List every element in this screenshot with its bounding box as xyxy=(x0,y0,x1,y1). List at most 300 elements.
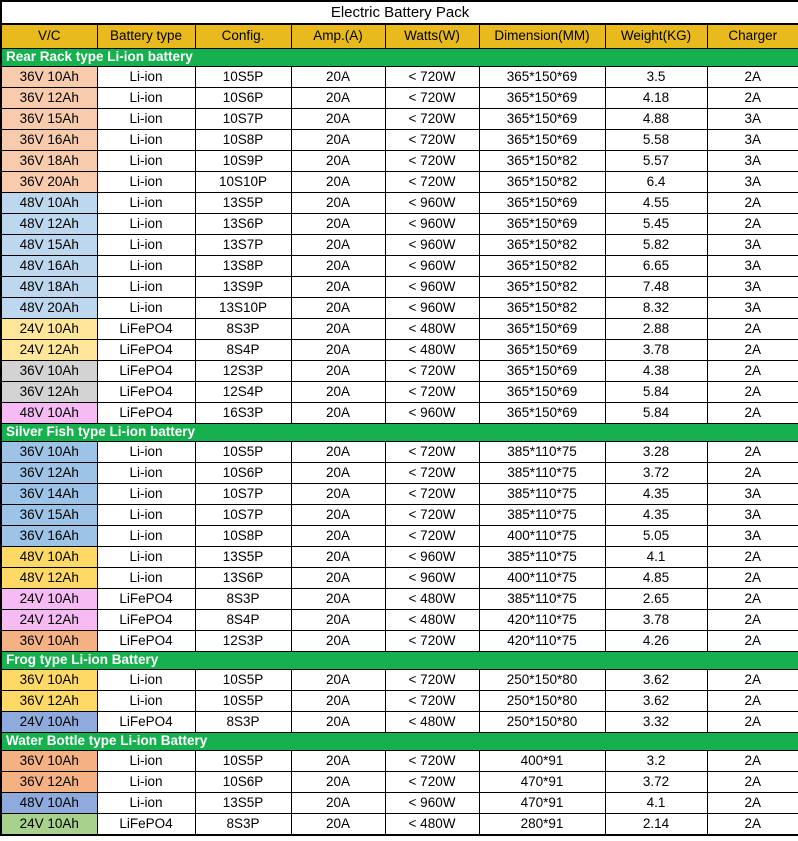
column-header-amp: Amp.(A) xyxy=(291,24,385,49)
cell-dimension: 385*110*75 xyxy=(479,589,605,610)
cell-weight: 3.28 xyxy=(605,442,707,463)
section-label: Rear Rack type Li-ion battery xyxy=(1,49,798,67)
cell-config: 10S8P xyxy=(195,526,291,547)
section-label: Water Bottle type Li-ion Battery xyxy=(1,733,798,751)
cell-battery-type: LiFePO4 xyxy=(97,382,195,403)
cell-battery-type: Li-ion xyxy=(97,109,195,130)
cell-weight: 3.72 xyxy=(605,772,707,793)
cell-dimension: 365*150*69 xyxy=(479,109,605,130)
cell-amp: 20A xyxy=(291,361,385,382)
cell-vc: 36V 10Ah xyxy=(1,442,97,463)
cell-amp: 20A xyxy=(291,109,385,130)
cell-config: 13S5P xyxy=(195,793,291,814)
cell-vc: 48V 10Ah xyxy=(1,403,97,424)
cell-vc: 36V 10Ah xyxy=(1,361,97,382)
cell-vc: 24V 10Ah xyxy=(1,319,97,340)
table-row xyxy=(1,214,798,235)
cell-dimension: 385*110*75 xyxy=(479,505,605,526)
cell-dimension: 250*150*80 xyxy=(479,691,605,712)
cell-charger: 2A xyxy=(707,193,798,214)
cell-weight: 4.85 xyxy=(605,568,707,589)
table-row xyxy=(1,130,798,151)
cell-config: 13S10P xyxy=(195,298,291,319)
cell-weight: 3.2 xyxy=(605,751,707,772)
cell-watts: < 720W xyxy=(385,442,479,463)
table-row xyxy=(1,712,798,733)
table-row xyxy=(1,670,798,691)
cell-amp: 20A xyxy=(291,712,385,733)
cell-battery-type: Li-ion xyxy=(97,88,195,109)
cell-vc: 48V 16Ah xyxy=(1,256,97,277)
cell-weight: 4.1 xyxy=(605,547,707,568)
table-row xyxy=(1,631,798,652)
cell-charger: 2A xyxy=(707,463,798,484)
cell-config: 10S5P xyxy=(195,670,291,691)
cell-battery-type: Li-ion xyxy=(97,751,195,772)
cell-charger: 2A xyxy=(707,751,798,772)
cell-weight: 3.78 xyxy=(605,340,707,361)
cell-dimension: 365*150*82 xyxy=(479,277,605,298)
table-row xyxy=(1,151,798,172)
cell-dimension: 365*150*69 xyxy=(479,319,605,340)
cell-battery-type: Li-ion xyxy=(97,505,195,526)
cell-weight: 6.4 xyxy=(605,172,707,193)
cell-charger: 3A xyxy=(707,277,798,298)
table-row xyxy=(1,484,798,505)
table-row xyxy=(1,772,798,793)
cell-watts: < 960W xyxy=(385,193,479,214)
table-row xyxy=(1,403,798,424)
cell-charger: 2A xyxy=(707,88,798,109)
cell-charger: 2A xyxy=(707,631,798,652)
cell-watts: < 960W xyxy=(385,298,479,319)
table-row xyxy=(1,505,798,526)
cell-weight: 4.55 xyxy=(605,193,707,214)
cell-amp: 20A xyxy=(291,484,385,505)
cell-charger: 2A xyxy=(707,610,798,631)
cell-dimension: 420*110*75 xyxy=(479,610,605,631)
cell-watts: < 480W xyxy=(385,340,479,361)
cell-charger: 3A xyxy=(707,526,798,547)
cell-weight: 2.14 xyxy=(605,814,707,836)
table-row xyxy=(1,547,798,568)
cell-config: 13S5P xyxy=(195,547,291,568)
cell-battery-type: Li-ion xyxy=(97,214,195,235)
table-row xyxy=(1,568,798,589)
column-header-charger: Charger xyxy=(707,24,798,49)
cell-vc: 36V 10Ah xyxy=(1,670,97,691)
cell-vc: 36V 12Ah xyxy=(1,772,97,793)
cell-charger: 3A xyxy=(707,130,798,151)
cell-amp: 20A xyxy=(291,793,385,814)
cell-dimension: 365*150*69 xyxy=(479,130,605,151)
cell-amp: 20A xyxy=(291,547,385,568)
cell-weight: 5.84 xyxy=(605,382,707,403)
cell-charger: 2A xyxy=(707,589,798,610)
cell-watts: < 960W xyxy=(385,547,479,568)
cell-amp: 20A xyxy=(291,751,385,772)
cell-amp: 20A xyxy=(291,568,385,589)
table-row xyxy=(1,277,798,298)
cell-dimension: 365*150*82 xyxy=(479,235,605,256)
cell-battery-type: Li-ion xyxy=(97,484,195,505)
table-row xyxy=(1,256,798,277)
cell-battery-type: Li-ion xyxy=(97,130,195,151)
cell-weight: 4.38 xyxy=(605,361,707,382)
cell-dimension: 250*150*80 xyxy=(479,670,605,691)
cell-dimension: 385*110*75 xyxy=(479,547,605,568)
page-title: Electric Battery Pack xyxy=(1,1,798,24)
cell-battery-type: LiFePO4 xyxy=(97,403,195,424)
cell-config: 10S5P xyxy=(195,751,291,772)
cell-amp: 20A xyxy=(291,130,385,151)
cell-weight: 5.82 xyxy=(605,235,707,256)
cell-vc: 36V 16Ah xyxy=(1,130,97,151)
cell-vc: 36V 12Ah xyxy=(1,691,97,712)
cell-vc: 48V 10Ah xyxy=(1,193,97,214)
cell-vc: 36V 15Ah xyxy=(1,109,97,130)
cell-charger: 3A xyxy=(707,256,798,277)
cell-charger: 2A xyxy=(707,214,798,235)
cell-watts: < 720W xyxy=(385,151,479,172)
cell-charger: 3A xyxy=(707,505,798,526)
cell-dimension: 400*91 xyxy=(479,751,605,772)
cell-amp: 20A xyxy=(291,403,385,424)
cell-charger: 3A xyxy=(707,151,798,172)
cell-charger: 3A xyxy=(707,109,798,130)
cell-charger: 2A xyxy=(707,403,798,424)
cell-vc: 36V 15Ah xyxy=(1,505,97,526)
cell-weight: 6.65 xyxy=(605,256,707,277)
cell-vc: 24V 10Ah xyxy=(1,589,97,610)
cell-charger: 2A xyxy=(707,319,798,340)
cell-dimension: 400*110*75 xyxy=(479,526,605,547)
cell-config: 8S4P xyxy=(195,610,291,631)
cell-weight: 3.72 xyxy=(605,463,707,484)
cell-amp: 20A xyxy=(291,691,385,712)
cell-vc: 36V 12Ah xyxy=(1,463,97,484)
cell-battery-type: Li-ion xyxy=(97,235,195,256)
cell-config: 13S8P xyxy=(195,256,291,277)
cell-battery-type: Li-ion xyxy=(97,670,195,691)
cell-vc: 24V 10Ah xyxy=(1,712,97,733)
cell-amp: 20A xyxy=(291,505,385,526)
table-row xyxy=(1,67,798,88)
cell-charger: 2A xyxy=(707,547,798,568)
cell-config: 10S5P xyxy=(195,442,291,463)
cell-battery-type: LiFePO4 xyxy=(97,361,195,382)
cell-charger: 2A xyxy=(707,442,798,463)
cell-battery-type: Li-ion xyxy=(97,442,195,463)
cell-weight: 2.88 xyxy=(605,319,707,340)
cell-battery-type: LiFePO4 xyxy=(97,631,195,652)
cell-charger: 2A xyxy=(707,670,798,691)
cell-battery-type: LiFePO4 xyxy=(97,589,195,610)
cell-config: 16S3P xyxy=(195,403,291,424)
cell-dimension: 365*150*69 xyxy=(479,67,605,88)
title-row xyxy=(1,1,798,24)
cell-dimension: 470*91 xyxy=(479,793,605,814)
cell-watts: < 720W xyxy=(385,109,479,130)
cell-weight: 3.32 xyxy=(605,712,707,733)
cell-amp: 20A xyxy=(291,442,385,463)
table-row xyxy=(1,109,798,130)
cell-battery-type: Li-ion xyxy=(97,277,195,298)
table-row xyxy=(1,751,798,772)
cell-vc: 36V 12Ah xyxy=(1,88,97,109)
table-row xyxy=(1,361,798,382)
cell-vc: 36V 12Ah xyxy=(1,382,97,403)
cell-weight: 8.32 xyxy=(605,298,707,319)
cell-config: 12S3P xyxy=(195,361,291,382)
cell-vc: 48V 15Ah xyxy=(1,235,97,256)
cell-charger: 2A xyxy=(707,772,798,793)
cell-watts: < 960W xyxy=(385,568,479,589)
cell-charger: 2A xyxy=(707,67,798,88)
cell-dimension: 365*150*69 xyxy=(479,403,605,424)
cell-charger: 3A xyxy=(707,172,798,193)
cell-battery-type: Li-ion xyxy=(97,526,195,547)
cell-watts: < 720W xyxy=(385,463,479,484)
cell-watts: < 960W xyxy=(385,277,479,298)
cell-watts: < 960W xyxy=(385,214,479,235)
cell-watts: < 480W xyxy=(385,814,479,836)
cell-dimension: 365*150*82 xyxy=(479,172,605,193)
cell-amp: 20A xyxy=(291,463,385,484)
cell-watts: < 720W xyxy=(385,172,479,193)
cell-dimension: 365*150*69 xyxy=(479,340,605,361)
table-row xyxy=(1,691,798,712)
table-row xyxy=(1,814,798,836)
cell-watts: < 720W xyxy=(385,526,479,547)
cell-vc: 24V 12Ah xyxy=(1,340,97,361)
cell-amp: 20A xyxy=(291,610,385,631)
cell-watts: < 720W xyxy=(385,382,479,403)
cell-watts: < 480W xyxy=(385,610,479,631)
cell-battery-type: Li-ion xyxy=(97,193,195,214)
table-body xyxy=(1,49,798,836)
cell-config: 13S9P xyxy=(195,277,291,298)
cell-config: 10S5P xyxy=(195,691,291,712)
cell-weight: 2.65 xyxy=(605,589,707,610)
cell-watts: < 720W xyxy=(385,691,479,712)
cell-weight: 5.05 xyxy=(605,526,707,547)
cell-vc: 48V 18Ah xyxy=(1,277,97,298)
cell-weight: 5.45 xyxy=(605,214,707,235)
cell-vc: 48V 10Ah xyxy=(1,793,97,814)
cell-watts: < 720W xyxy=(385,772,479,793)
cell-config: 13S5P xyxy=(195,193,291,214)
cell-config: 10S7P xyxy=(195,505,291,526)
cell-battery-type: LiFePO4 xyxy=(97,610,195,631)
cell-config: 10S7P xyxy=(195,484,291,505)
cell-charger: 2A xyxy=(707,340,798,361)
cell-charger: 2A xyxy=(707,691,798,712)
table-row xyxy=(1,172,798,193)
cell-watts: < 720W xyxy=(385,631,479,652)
cell-vc: 24V 10Ah xyxy=(1,814,97,836)
cell-battery-type: Li-ion xyxy=(97,793,195,814)
table-row xyxy=(1,589,798,610)
cell-weight: 5.58 xyxy=(605,130,707,151)
cell-watts: < 720W xyxy=(385,670,479,691)
column-header-row xyxy=(1,24,798,49)
cell-dimension: 365*150*69 xyxy=(479,88,605,109)
cell-config: 10S5P xyxy=(195,67,291,88)
cell-amp: 20A xyxy=(291,340,385,361)
cell-dimension: 365*150*69 xyxy=(479,214,605,235)
cell-weight: 4.35 xyxy=(605,505,707,526)
section-header-row xyxy=(1,424,798,442)
cell-watts: < 720W xyxy=(385,130,479,151)
table-row xyxy=(1,235,798,256)
cell-amp: 20A xyxy=(291,772,385,793)
cell-weight: 4.35 xyxy=(605,484,707,505)
cell-config: 12S3P xyxy=(195,631,291,652)
cell-charger: 3A xyxy=(707,235,798,256)
cell-watts: < 480W xyxy=(385,319,479,340)
cell-watts: < 720W xyxy=(385,505,479,526)
cell-watts: < 720W xyxy=(385,361,479,382)
cell-dimension: 280*91 xyxy=(479,814,605,836)
table-row xyxy=(1,793,798,814)
cell-config: 10S8P xyxy=(195,130,291,151)
cell-config: 10S10P xyxy=(195,172,291,193)
cell-amp: 20A xyxy=(291,277,385,298)
cell-dimension: 365*150*82 xyxy=(479,256,605,277)
cell-vc: 36V 20Ah xyxy=(1,172,97,193)
cell-battery-type: LiFePO4 xyxy=(97,814,195,836)
cell-vc: 36V 14Ah xyxy=(1,484,97,505)
cell-weight: 5.84 xyxy=(605,403,707,424)
cell-watts: < 960W xyxy=(385,235,479,256)
table-row xyxy=(1,340,798,361)
column-header-config: Config. xyxy=(195,24,291,49)
cell-battery-type: Li-ion xyxy=(97,172,195,193)
cell-dimension: 400*110*75 xyxy=(479,568,605,589)
cell-vc: 48V 12Ah xyxy=(1,214,97,235)
cell-dimension: 365*150*82 xyxy=(479,151,605,172)
table-row xyxy=(1,382,798,403)
cell-amp: 20A xyxy=(291,670,385,691)
cell-dimension: 365*150*69 xyxy=(479,361,605,382)
cell-weight: 4.1 xyxy=(605,793,707,814)
cell-dimension: 385*110*75 xyxy=(479,484,605,505)
cell-vc: 36V 16Ah xyxy=(1,526,97,547)
cell-watts: < 720W xyxy=(385,67,479,88)
cell-config: 8S3P xyxy=(195,589,291,610)
cell-weight: 4.18 xyxy=(605,88,707,109)
column-header-battery-type: Battery type xyxy=(97,24,195,49)
cell-config: 13S6P xyxy=(195,568,291,589)
table-row xyxy=(1,526,798,547)
cell-battery-type: Li-ion xyxy=(97,463,195,484)
cell-battery-type: Li-ion xyxy=(97,256,195,277)
cell-watts: < 720W xyxy=(385,484,479,505)
cell-vc: 36V 10Ah xyxy=(1,631,97,652)
cell-charger: 3A xyxy=(707,298,798,319)
section-header-row xyxy=(1,652,798,670)
table-row xyxy=(1,610,798,631)
cell-vc: 48V 20Ah xyxy=(1,298,97,319)
section-header-row xyxy=(1,733,798,751)
cell-dimension: 420*110*75 xyxy=(479,631,605,652)
cell-watts: < 960W xyxy=(385,793,479,814)
cell-battery-type: Li-ion xyxy=(97,691,195,712)
cell-charger: 2A xyxy=(707,361,798,382)
cell-amp: 20A xyxy=(291,172,385,193)
cell-watts: < 960W xyxy=(385,256,479,277)
cell-dimension: 250*150*80 xyxy=(479,712,605,733)
cell-dimension: 385*110*75 xyxy=(479,442,605,463)
cell-battery-type: Li-ion xyxy=(97,67,195,88)
cell-dimension: 385*110*75 xyxy=(479,463,605,484)
cell-charger: 2A xyxy=(707,793,798,814)
table-row xyxy=(1,298,798,319)
cell-weight: 3.5 xyxy=(605,67,707,88)
cell-watts: < 480W xyxy=(385,712,479,733)
table-row xyxy=(1,193,798,214)
cell-charger: 3A xyxy=(707,484,798,505)
cell-charger: 2A xyxy=(707,382,798,403)
cell-amp: 20A xyxy=(291,631,385,652)
cell-weight: 4.26 xyxy=(605,631,707,652)
cell-amp: 20A xyxy=(291,214,385,235)
cell-amp: 20A xyxy=(291,382,385,403)
cell-watts: < 960W xyxy=(385,403,479,424)
cell-config: 10S9P xyxy=(195,151,291,172)
cell-dimension: 365*150*82 xyxy=(479,298,605,319)
cell-config: 8S3P xyxy=(195,319,291,340)
cell-vc: 36V 10Ah xyxy=(1,67,97,88)
cell-battery-type: Li-ion xyxy=(97,547,195,568)
cell-dimension: 365*150*69 xyxy=(479,382,605,403)
column-header-weight: Weight(KG) xyxy=(605,24,707,49)
cell-charger: 2A xyxy=(707,712,798,733)
cell-config: 8S3P xyxy=(195,712,291,733)
table-row xyxy=(1,463,798,484)
table-row xyxy=(1,319,798,340)
cell-config: 10S6P xyxy=(195,463,291,484)
cell-charger: 2A xyxy=(707,814,798,836)
column-header-watts: Watts(W) xyxy=(385,24,479,49)
cell-amp: 20A xyxy=(291,814,385,836)
cell-config: 10S6P xyxy=(195,772,291,793)
section-header-row xyxy=(1,49,798,67)
cell-weight: 3.78 xyxy=(605,610,707,631)
cell-amp: 20A xyxy=(291,526,385,547)
column-header-dimension: Dimension(MM) xyxy=(479,24,605,49)
cell-watts: < 720W xyxy=(385,751,479,772)
column-header-vc: V/C xyxy=(1,24,97,49)
cell-vc: 36V 18Ah xyxy=(1,151,97,172)
cell-weight: 4.88 xyxy=(605,109,707,130)
cell-config: 8S3P xyxy=(195,814,291,836)
cell-charger: 2A xyxy=(707,568,798,589)
cell-config: 10S6P xyxy=(195,88,291,109)
cell-battery-type: Li-ion xyxy=(97,568,195,589)
section-label: Frog type Li-ion Battery xyxy=(1,652,798,670)
cell-amp: 20A xyxy=(291,589,385,610)
cell-weight: 3.62 xyxy=(605,670,707,691)
cell-weight: 3.62 xyxy=(605,691,707,712)
cell-weight: 5.57 xyxy=(605,151,707,172)
cell-config: 13S7P xyxy=(195,235,291,256)
cell-vc: 36V 10Ah xyxy=(1,751,97,772)
cell-config: 12S4P xyxy=(195,382,291,403)
cell-config: 8S4P xyxy=(195,340,291,361)
cell-watts: < 720W xyxy=(385,88,479,109)
